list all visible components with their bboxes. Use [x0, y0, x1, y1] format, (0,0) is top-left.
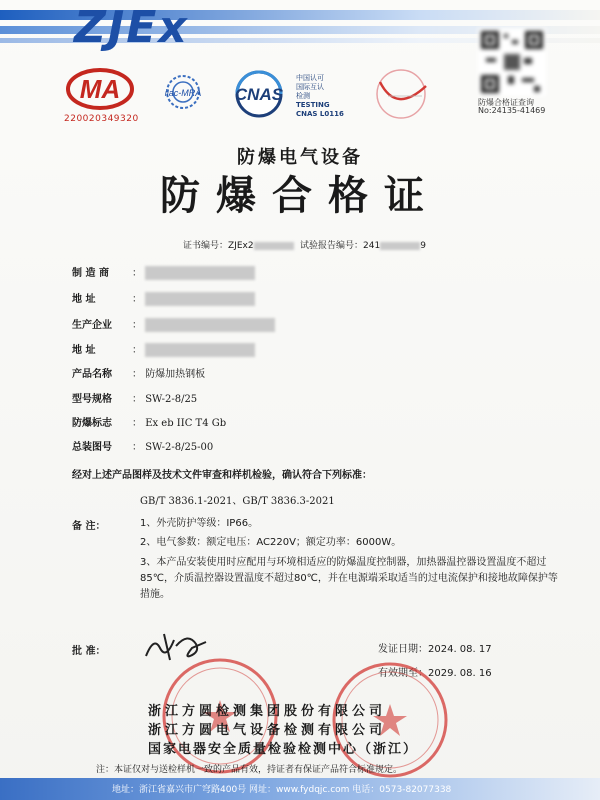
approval-label: 批 准： — [72, 646, 106, 657]
field-model: 型号规格 ： SW-2-8/25 — [72, 394, 198, 405]
redacted-value — [145, 318, 275, 332]
certificate-title: 防爆合格证 — [160, 173, 440, 219]
remark-item: 1、外壳防护等级：IP66。 — [140, 518, 259, 529]
field-product-name: 产品名称 ： 防爆加热钢板 — [72, 369, 206, 380]
svg-text:MA: MA — [79, 74, 121, 104]
test-report-number: 试验报告编号：241 9 — [300, 241, 426, 251]
qr-caption: 防爆合格证查询 — [478, 98, 534, 107]
field-producer-address: 地 址 ： — [72, 343, 255, 358]
field-producer: 生产企业 ： — [72, 318, 275, 333]
qr-number: No:24135-41469 — [478, 106, 546, 115]
cnas-logo-icon — [224, 70, 294, 118]
redacted-value — [145, 343, 255, 357]
issuer-name: 浙江方圆电气设备检测有限公司 — [148, 723, 387, 738]
certificate-subtitle: 防爆电气设备 — [237, 147, 363, 168]
standards-list: GB/T 3836.1-2021、GB/T 3836.3-2021 — [140, 496, 335, 507]
valid-until-date: 有效期至：2029. 08. 16 — [378, 668, 492, 679]
ilac-mra-logo-icon — [152, 72, 214, 118]
issue-date: 发证日期：2024. 08. 17 — [378, 644, 492, 655]
issuer-name: 国家电器安全质量检验检测中心（浙江） — [148, 742, 419, 757]
svg-text:CNAS: CNAS — [234, 85, 284, 104]
redacted-value — [145, 266, 255, 280]
qr-code-icon[interactable] — [478, 28, 546, 96]
cma-logo-icon — [66, 68, 134, 110]
accreditation-logos — [60, 66, 480, 130]
issuer-name: 浙江方圆检测集团股份有限公司 — [148, 704, 387, 719]
zjex-logo: ZJEx — [74, 2, 189, 53]
svg-text:ilac-MRA: ilac-MRA — [164, 88, 202, 98]
conformity-statement: 经对上述产品图样及技术文件审查和样机检验，确认符合下列标准： — [72, 470, 372, 481]
footer-contact: 地址：浙江省嘉兴市广穹路400号 网址：www.fydqjc.com 电话：0573-82077338 — [112, 785, 452, 795]
certificate-number: 证书编号：ZJEx2 — [183, 238, 294, 251]
remark-item: 2、电气参数：额定电压：AC220V；额定功率：6000W。 — [140, 537, 402, 548]
lab-logo-icon — [366, 68, 436, 122]
redacted-value — [145, 292, 255, 306]
validity-note: 注：本证仅对与送检样机一致的产品有效，持证者有保证产品符合标准规定。 — [96, 765, 403, 775]
field-drawing-number: 总装图号 ： SW-2-8/25-00 — [72, 442, 214, 453]
field-manufacturer: 制 造 商 ： — [72, 266, 255, 281]
remarks-label: 备 注： — [72, 521, 106, 532]
cnas-caption: 中国认可 国际互认 检测 TESTING CNAS L0116 — [296, 74, 344, 118]
cma-number: 220020349320 — [64, 114, 139, 124]
field-ex-marking: 防爆标志 ： Ex eb IIC T4 Gb — [72, 418, 227, 429]
remark-item: 3、本产品安装使用时应配用与环境相适应的防爆温度控制器，加热器温控器设置温度不超过85℃，介质温控器设置温度不超过80℃，并在电源端采取适当的过电流保护和接地故障保护等措施。 — [140, 557, 558, 600]
field-manufacturer-address: 地 址 ： — [72, 292, 255, 307]
